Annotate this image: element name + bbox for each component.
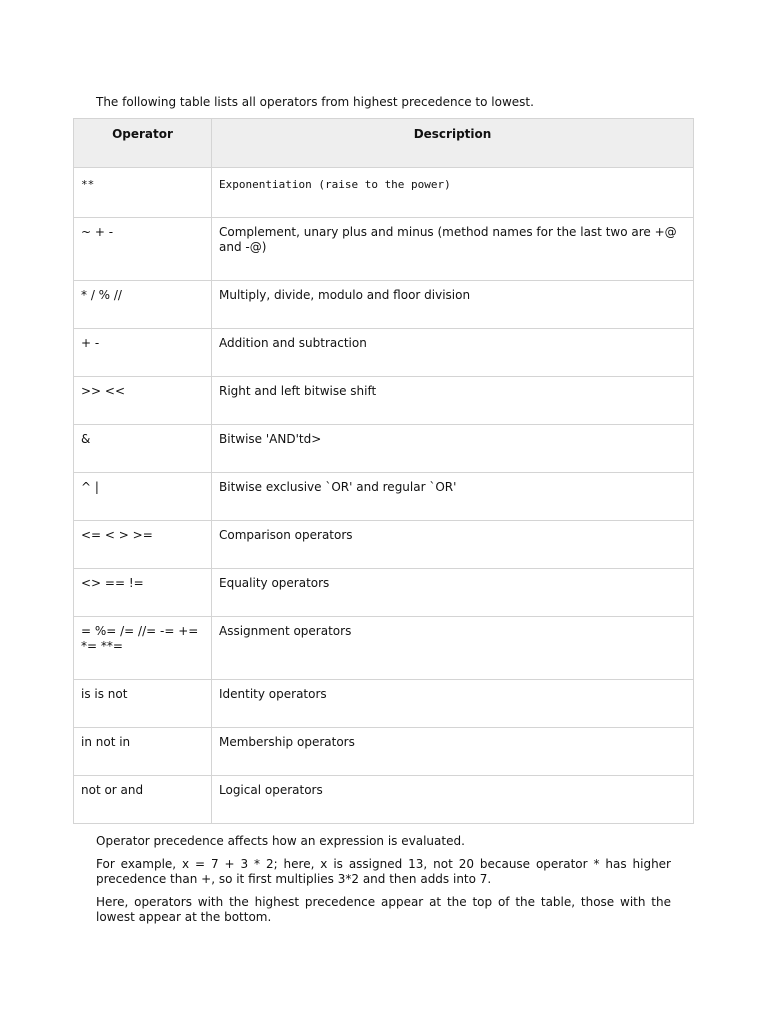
operator-cell: * / % // (74, 281, 212, 329)
table-row (74, 218, 694, 281)
description-cell: Comparison operators (212, 521, 694, 569)
description-cell: Identity operators (212, 680, 694, 728)
table-row (74, 377, 694, 425)
operator-precedence-table (73, 118, 694, 824)
header-operator: Operator (74, 119, 212, 168)
table-row (74, 425, 694, 473)
table-row (74, 281, 694, 329)
operator-cell: <> == != (74, 569, 212, 617)
operator-cell: not or and (74, 776, 212, 824)
paragraph-example: For example, x = 7 + 3 * 2; here, x is assigned 13, not 20 because operator * has higher precedence than +, so it first multiplies 3*2 and then adds into 7. (96, 857, 671, 886)
operator-cell: = %= /= //= -= += *= **= (74, 617, 212, 680)
table-row (74, 776, 694, 824)
operator-cell: <= < > >= (74, 521, 212, 569)
description-cell: Multiply, divide, modulo and floor division (212, 281, 694, 329)
operator-cell: ^ | (74, 473, 212, 521)
intro-text: The following table lists all operators from highest precedence to lowest. (96, 95, 534, 109)
paragraph-table-order: Here, operators with the highest precedence appear at the top of the table, those with the lowest appear at the bottom. (96, 895, 671, 924)
description-cell: Bitwise exclusive `OR' and regular `OR' (212, 473, 694, 521)
operator-cell: >> << (74, 377, 212, 425)
paragraph-precedence: Operator precedence affects how an expression is evaluated. (96, 834, 465, 848)
operator-cell: + - (74, 329, 212, 377)
description-cell: Assignment operators (212, 617, 694, 680)
operator-cell: & (74, 425, 212, 473)
header-description: Description (212, 119, 694, 168)
description-cell: Membership operators (212, 728, 694, 776)
operator-cell: ** (74, 168, 212, 218)
table-row (74, 168, 694, 218)
description-cell: Equality operators (212, 569, 694, 617)
description-cell: Exponentiation (raise to the power) (212, 168, 694, 218)
description-cell: Complement, unary plus and minus (method names for the last two are +@ and -@) (212, 218, 694, 281)
table-header-row (74, 119, 694, 168)
description-cell: Addition and subtraction (212, 329, 694, 377)
operator-cell: ~ + - (74, 218, 212, 281)
table-row (74, 617, 694, 680)
description-cell: Logical operators (212, 776, 694, 824)
operator-cell: is is not (74, 680, 212, 728)
table-row (74, 728, 694, 776)
operator-cell: in not in (74, 728, 212, 776)
table-row (74, 569, 694, 617)
description-cell: Right and left bitwise shift (212, 377, 694, 425)
description-cell: Bitwise 'AND'td> (212, 425, 694, 473)
table-row (74, 473, 694, 521)
table-row (74, 680, 694, 728)
table-row (74, 329, 694, 377)
table-row (74, 521, 694, 569)
